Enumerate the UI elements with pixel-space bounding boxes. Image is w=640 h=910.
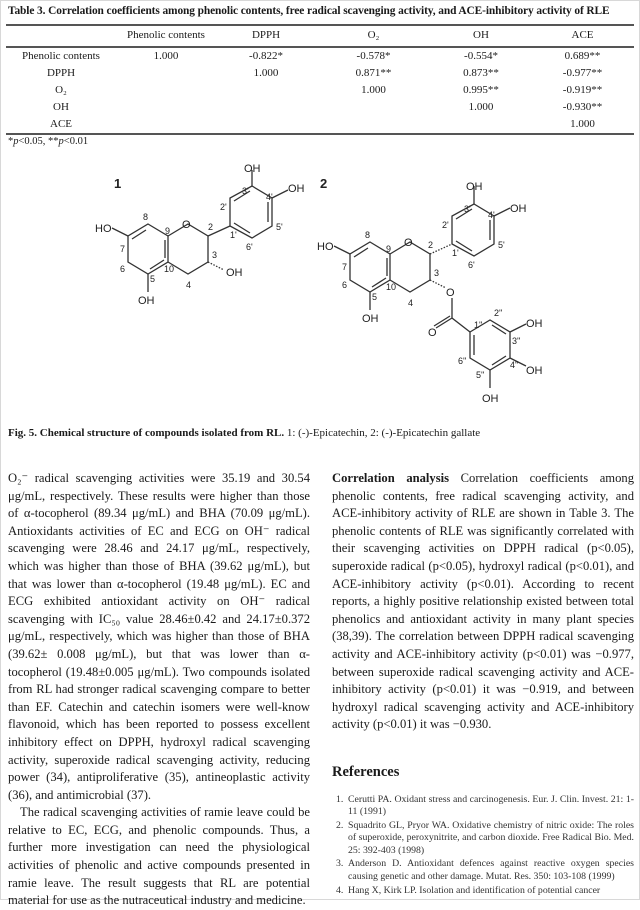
header-cell: Phenolic contents — [127, 29, 205, 41]
table-bottom-rule — [6, 133, 634, 135]
svg-text:OH: OH — [226, 267, 243, 279]
svg-text:5': 5' — [276, 222, 283, 232]
figure-caption: Fig. 5. Chemical structure of compounds isolated from RL. 1: (-)-Epicatechin, 2: (-)-Epicatechin gallate — [8, 427, 481, 439]
table-cell: -0.578* — [356, 50, 391, 62]
header-cell: DPPH — [251, 29, 281, 41]
svg-text:2': 2' — [220, 202, 227, 212]
svg-text:5'': 5'' — [476, 370, 485, 380]
svg-text:6': 6' — [468, 260, 475, 270]
svg-text:8: 8 — [365, 230, 371, 240]
table-cell: -0.822* — [249, 50, 283, 62]
table-cell: -0.919** — [562, 84, 603, 96]
reference-item: 2. Squadrito GL, Pryor WA. Oxidative chemistry of nitric oxide: The roles of superoxide, peroxynitrite, and carbon dioxide. Free Radical Bio. Med. 25: 392-403 (1998) — [336, 819, 634, 856]
svg-text:7: 7 — [120, 244, 126, 254]
table-title: Table 3. Correlation coefficients among phenolic contents, free radical scavenging activity, and ACE-inhibitory activity of RLE — [8, 5, 610, 17]
table-header-rule — [6, 46, 634, 48]
reference-item: 1. Cerutti PA. Oxidant stress and carcinogenesis. Eur. J. Clin. Invest. 21: 1-11 (1991) — [336, 793, 634, 818]
table-cell: 1.000 — [253, 67, 279, 79]
svg-text:OH: OH — [526, 365, 543, 377]
svg-text:OH: OH — [526, 318, 543, 330]
svg-text:1': 1' — [452, 248, 459, 258]
table-cell: 0.871** — [355, 67, 392, 79]
svg-text:5: 5 — [150, 274, 156, 284]
conclusion-paragraph: The radical scavenging activities of ramie leave could be relative to EC, ECG, and phenolic compounds. Thus, a further more investigation can need the physiological activities of phenolic and active compounds presented in ramie leave. The result suggests that RL are potential material for use as the nutraceutical industry and medicine. — [8, 805, 310, 908]
svg-text:4': 4' — [488, 210, 495, 220]
svg-text:3': 3' — [464, 204, 471, 214]
table-cell: 1.000 — [468, 101, 494, 113]
table-row — [6, 50, 634, 66]
row-label: ACE — [50, 118, 72, 130]
svg-text:1'': 1'' — [474, 320, 483, 330]
table-cell: 1.000 — [361, 84, 386, 96]
svg-text:OH: OH — [244, 163, 261, 175]
svg-text:3: 3 — [434, 268, 440, 278]
epicatechin-structure — [112, 170, 288, 292]
table-cell: 1.000 — [153, 50, 179, 62]
svg-text:O: O — [446, 287, 455, 299]
table-header-row — [6, 29, 634, 45]
table-top-rule — [6, 24, 634, 26]
references-list — [332, 794, 634, 898]
table-cell: -0.930** — [562, 101, 603, 113]
header-cell: ACE — [571, 29, 594, 41]
svg-text:9: 9 — [165, 226, 171, 236]
svg-text:O: O — [404, 237, 413, 249]
chemical-structures-figure — [0, 160, 640, 420]
svg-text:3: 3 — [212, 250, 218, 260]
svg-text:HO: HO — [317, 241, 334, 253]
header-cell: O₂ — [367, 29, 380, 41]
epicatechin-gallate-structure — [334, 186, 526, 388]
svg-text:4: 4 — [408, 298, 414, 308]
correlation-analysis-paragraph: Correlation analysis Correlation coefficients among phenolic contents, free radical scavenging activity, and ACE-inhibitory activity of RLE are shown in Table 3. The phenolic contents of RLE was significantly correlated with their scavenging activities on DPPH radical (p<0.05), superoxide radical (p<0.05), hydroxyl radical (p<0.01), and ACE-inhibitory activity (p<0.01). According to recent reports, a highly positive relationship existed between total phenolics and antioxidant activity in many plant species (38,39). The correlation between DPPH radical scavenging activity and ACE-inhibitory activity (p<0.01) was −0.977, between superoxide radical scavenging activity and ACE-inhibitory activity (p<0.01) it was −0.919, and between hydroxyl radical scavenging activity and ACE-inhibitory activity (p<0.01) it was −0.930. — [332, 471, 634, 732]
row-label: O₂ — [55, 84, 67, 96]
svg-text:2': 2' — [442, 220, 449, 230]
svg-text:8: 8 — [143, 212, 149, 222]
table-cell: 1.000 — [570, 118, 595, 130]
svg-text:7: 7 — [342, 262, 348, 272]
svg-text:4': 4' — [266, 192, 273, 202]
svg-text:6: 6 — [120, 264, 126, 274]
svg-text:6: 6 — [342, 280, 348, 290]
svg-text:5': 5' — [498, 240, 505, 250]
references-heading: References — [332, 763, 400, 780]
results-paragraph: O₂⁻ radical scavenging activities were 35.19 and 30.54 μg/mL, respectively. These results were higher than those of α-tocopherol (89.34 μg/mL) and BHA (70.09 μg/mL). Antioxidants activities of EC and ECG on OH⁻ radical scavenging were 28.46 and 24.17 μg/mL, respectively, which was higher than those of BHA (39.62 μg/mL), but that was lower than α-tocopherol (19.48 μg/mL). EC and ECG exhibited antioxidant activity on OH⁻ radical scavenging with IC₅₀ value 28.46±0.42 and 24.17±0.372 μg/mL, respectively, which was higher than those of BHA (39.62± 0.008 μg/mL), but that was lower than α-tocopherol (19.48±0.005 μg/mL). Two compounds isolated from RL had stronger radical scavenging compare to better than EF. Catechin and catechin isomers were well-know flavonoid, which has been reported to possess excellent inhibitory effect on DPPH, hydroxyl radical scavenging activity, superoxide radical scavenging activity, reducing power (34), antiproliferative (35), antineoplastic activity (36), and antimicrobial (37). — [8, 471, 310, 802]
svg-text:O: O — [182, 219, 191, 231]
svg-text:6'': 6'' — [458, 356, 467, 366]
row-label: Phenolic contents — [22, 50, 100, 62]
svg-text:HO: HO — [95, 223, 112, 235]
svg-text:1': 1' — [230, 230, 237, 240]
svg-text:10: 10 — [164, 264, 175, 274]
svg-text:OH: OH — [482, 393, 499, 405]
table-cell: -0.977** — [562, 67, 603, 79]
svg-text:5: 5 — [372, 292, 378, 302]
compound1-number: 1 — [114, 176, 122, 191]
svg-text:3': 3' — [242, 186, 249, 196]
table-cell: 0.995** — [463, 84, 499, 96]
svg-text:3'': 3'' — [512, 336, 521, 346]
table-cell: 0.689** — [564, 50, 601, 62]
svg-text:OH: OH — [288, 183, 305, 195]
table-footnote: *p<0.05, **p<0.01 — [8, 136, 89, 147]
epicatechin-gallate-labels — [317, 176, 543, 405]
svg-text:6': 6' — [246, 242, 253, 252]
reference-item: 3. Anderson D. Antioxidant defences against reactive oxygen species causing genetic and other damage. Mutat. Res. 350: 103-108 (1999) — [336, 858, 634, 883]
svg-text:OH: OH — [362, 313, 379, 325]
svg-text:O: O — [428, 327, 437, 339]
header-cell: OH — [473, 29, 489, 41]
table-row — [6, 101, 634, 117]
svg-text:2'': 2'' — [494, 308, 503, 318]
svg-text:OH: OH — [510, 203, 527, 215]
svg-text:9: 9 — [386, 244, 392, 254]
table-cell: 0.873** — [463, 67, 499, 79]
svg-text:2: 2 — [208, 222, 214, 232]
svg-text:10: 10 — [386, 282, 397, 292]
section-heading: Correlation analysis — [332, 471, 450, 485]
svg-text:4'': 4'' — [510, 360, 519, 370]
table-row — [6, 118, 634, 134]
reference-item: 4. Hang X, Kirk LP. Isolation and identification of potential cancer — [336, 884, 601, 896]
table-row — [6, 67, 634, 83]
svg-text:2: 2 — [428, 240, 434, 250]
svg-text:OH: OH — [466, 181, 483, 193]
row-label: OH — [53, 101, 69, 113]
compound2-number: 2 — [320, 176, 328, 191]
svg-text:OH: OH — [138, 295, 155, 307]
table-cell: -0.554* — [464, 50, 498, 62]
row-label: DPPH — [46, 67, 76, 79]
right-column — [332, 470, 634, 898]
svg-text:4: 4 — [186, 280, 192, 290]
structures-drawing — [0, 160, 640, 420]
left-column — [8, 470, 310, 910]
table-row — [6, 84, 634, 100]
